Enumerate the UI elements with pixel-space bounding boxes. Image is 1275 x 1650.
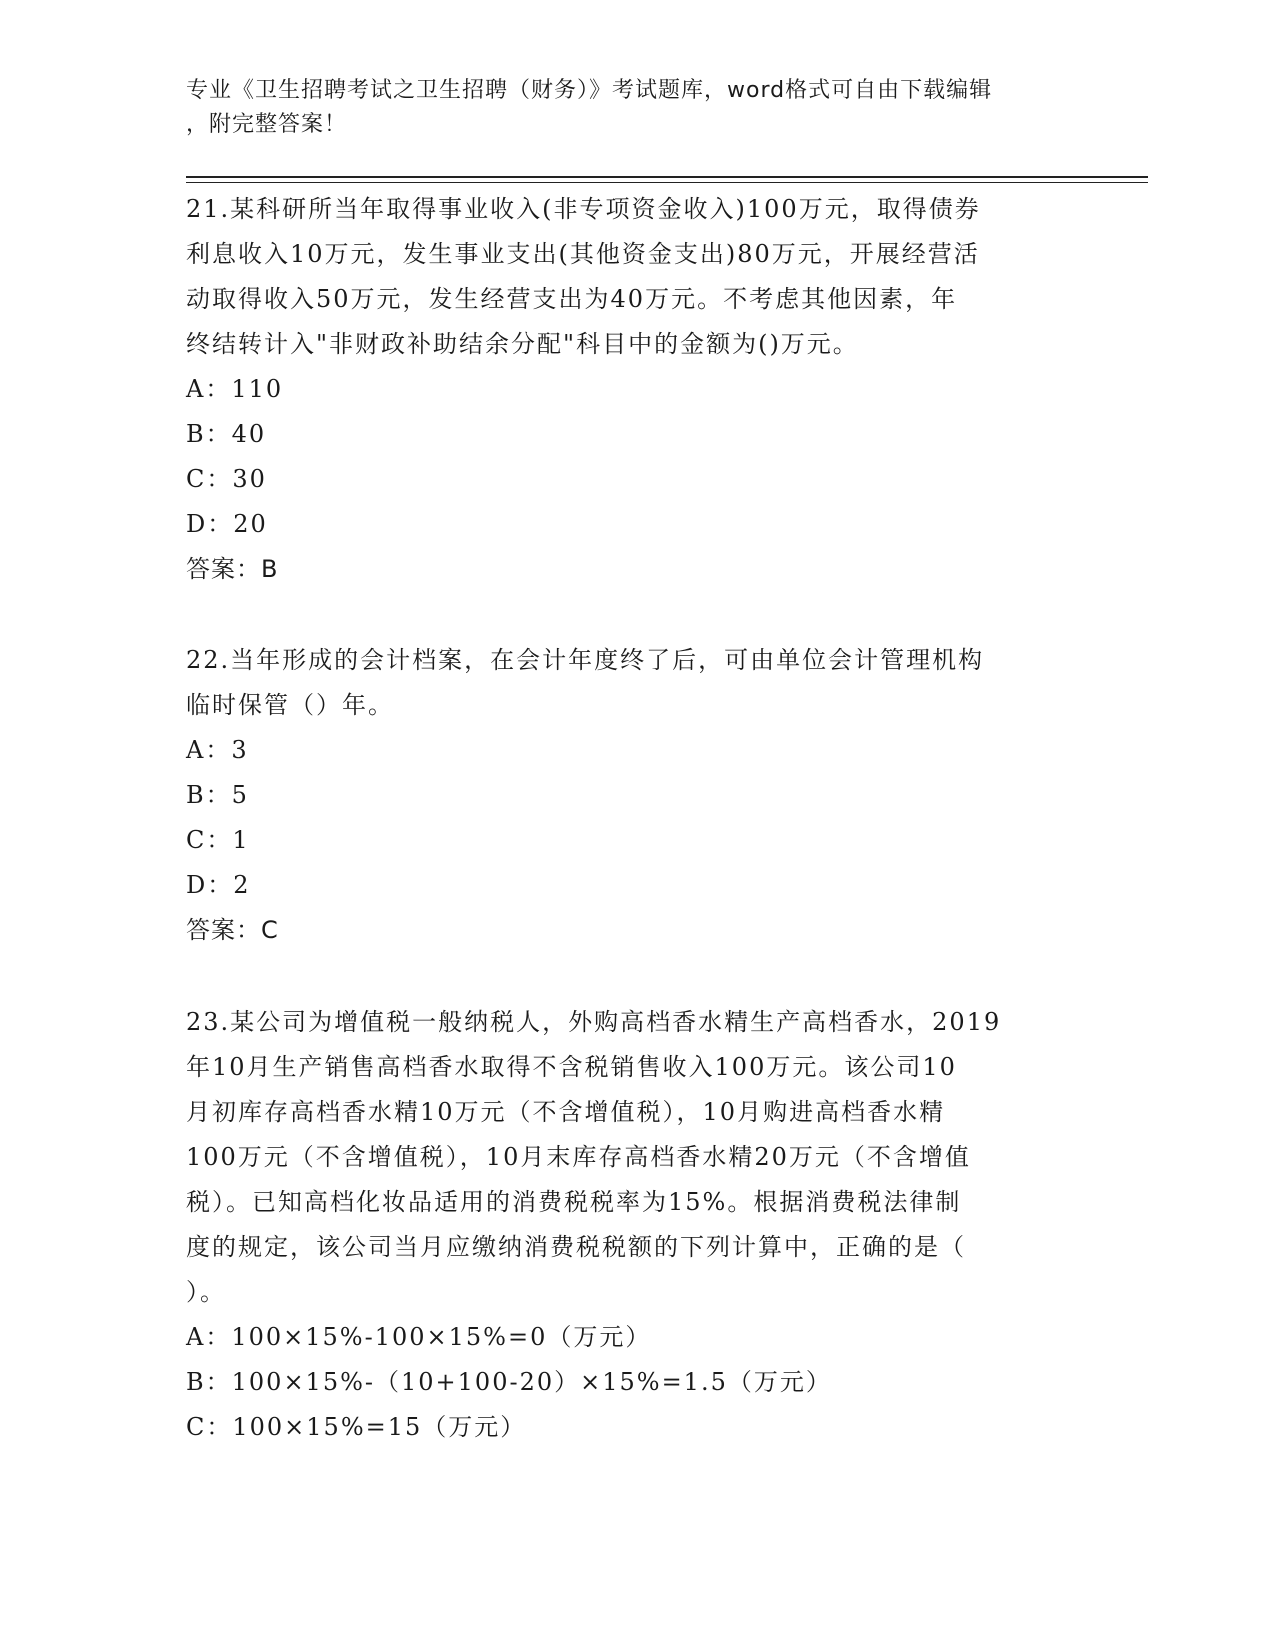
- option-b: B：40: [186, 420, 267, 448]
- question-text-line: 年10月生产销售高档香水取得不含税销售收入100万元。该公司10: [186, 1053, 957, 1081]
- option-c: C：100×15%=15（万元）: [186, 1413, 527, 1441]
- answer-label: 答案：B: [186, 555, 279, 583]
- question-21: [186, 187, 1086, 592]
- question-text-line: 度的规定，该公司当月应缴纳消费税税额的下列计算中，正确的是（: [186, 1233, 966, 1261]
- question-23: [186, 1000, 1086, 1450]
- header-line-1: 专业《卫生招聘考试之卫生招聘（财务）》考试题库，word格式可自由下载编辑: [186, 78, 993, 103]
- question-text-line: 临时保管（）年。: [186, 691, 394, 719]
- answer-label: 答案：C: [186, 916, 279, 944]
- question-text-line: 终结转计入"非财政补助结余分配"科目中的金额为()万元。: [186, 330, 859, 358]
- option-a: A：100×15%-100×15%=0（万元）: [186, 1323, 652, 1351]
- question-text-line: 100万元（不含增值税），10月末库存高档香水精20万元（不含增值: [186, 1143, 971, 1171]
- question-text-line: 月初库存高档香水精10万元（不含增值税），10月购进高档香水精: [186, 1098, 946, 1126]
- document-header: [186, 74, 1066, 142]
- header-divider-thick: [186, 176, 1148, 178]
- question-22: [186, 638, 1086, 953]
- option-c: C：1: [186, 826, 250, 854]
- question-text-line: 动取得收入50万元，发生经营支出为40万元。不考虑其他因素，年: [186, 285, 958, 313]
- question-text-line: 利息收入10万元，发生事业支出(其他资金支出)80万元，开展经营活: [186, 240, 980, 268]
- question-text-line: ）。: [186, 1278, 226, 1306]
- question-text-line: 23.某公司为增值税一般纳税人，外购高档香水精生产高档香水，2019: [186, 1008, 1002, 1036]
- option-b: B：100×15%-（10+100-20）×15%=1.5（万元）: [186, 1368, 832, 1396]
- option-b: B：5: [186, 781, 249, 809]
- option-a: A：110: [186, 375, 284, 403]
- option-d: D：2: [186, 871, 251, 899]
- option-c: C：30: [186, 465, 267, 493]
- question-text-line: 22.当年形成的会计档案，在会计年度终了后，可由单位会计管理机构: [186, 646, 985, 674]
- option-a: A：3: [186, 736, 249, 764]
- question-text-line: 税）。已知高档化妆品适用的消费税税率为15%。根据消费税法律制: [186, 1188, 962, 1216]
- header-divider-thin: [186, 182, 1148, 183]
- header-line-2: ，附完整答案！: [186, 112, 348, 137]
- option-d: D：20: [186, 510, 268, 538]
- question-text-line: 21.某科研所当年取得事业收入(非专项资金收入)100万元，取得债券: [186, 195, 981, 223]
